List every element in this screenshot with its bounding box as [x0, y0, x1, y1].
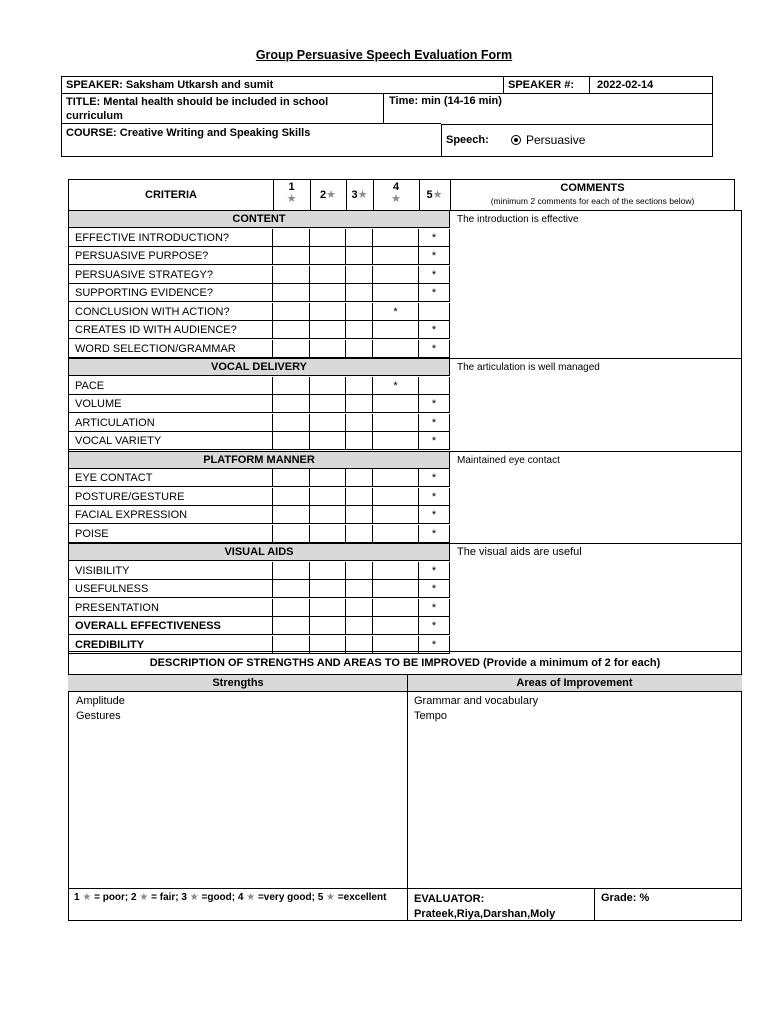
- evaluator-value: Prateek,Riya,Darshan,Moly: [414, 908, 556, 920]
- star-icon: ★: [432, 189, 443, 201]
- score-cell-3[interactable]: [346, 432, 373, 450]
- legend-text: = poor; 2: [91, 892, 140, 903]
- speaker-label: SPEAKER:: [66, 79, 123, 91]
- score-cell-4[interactable]: [373, 488, 419, 506]
- criteria-label: CREDIBILITY: [69, 636, 273, 654]
- score-cell-1[interactable]: [273, 303, 310, 321]
- score-cell-1[interactable]: [273, 247, 310, 265]
- criteria-row: [69, 340, 450, 358]
- section-header: VISUAL AIDS: [69, 543, 450, 561]
- score-cell-3[interactable]: [346, 284, 373, 302]
- legend-text: = fair; 3: [148, 892, 190, 903]
- criteria-label: FACIAL EXPRESSION: [69, 506, 273, 524]
- criteria-label: POISE: [69, 525, 273, 543]
- score-number: 1: [288, 181, 295, 193]
- speech-type-label: Persuasive: [526, 133, 586, 147]
- criteria-header: CRITERIA: [145, 189, 197, 201]
- score-cell-1[interactable]: [273, 414, 310, 432]
- title-value-continued: curriculum: [66, 110, 123, 122]
- score-header-1: [273, 181, 310, 205]
- score-cell-3[interactable]: [346, 266, 373, 284]
- criteria-row: [69, 599, 450, 617]
- speech-label: Speech:: [446, 134, 489, 146]
- score-cell-1[interactable]: [273, 321, 310, 339]
- criteria-row: [69, 617, 450, 635]
- score-cell-2[interactable]: [310, 525, 346, 543]
- comments-subheader: (minimum 2 comments for each of the sections below): [490, 196, 695, 206]
- score-cell-5[interactable]: *: [419, 414, 450, 432]
- score-cell-4[interactable]: *: [373, 377, 419, 395]
- score-cell-2[interactable]: [310, 247, 346, 265]
- score-cell-1[interactable]: [273, 340, 310, 358]
- strengths-list: [76, 694, 125, 724]
- score-cell-2[interactable]: [310, 284, 346, 302]
- score-cell-4[interactable]: *: [373, 303, 419, 321]
- score-header-4: [373, 181, 419, 205]
- list-item: Grammar and vocabulary: [414, 695, 539, 707]
- criteria-label: VISIBILITY: [69, 562, 273, 580]
- section-header: VOCAL DELIVERY: [69, 358, 450, 376]
- legend-text: =very good; 5: [255, 892, 327, 903]
- criteria-row: [69, 414, 450, 432]
- score-cell-1[interactable]: [273, 395, 310, 413]
- score-cell-5[interactable]: [419, 377, 450, 395]
- score-cell-5[interactable]: *: [419, 432, 450, 450]
- score-cell-3[interactable]: [346, 395, 373, 413]
- score-header-2: [310, 189, 346, 201]
- criteria-label: PERSUASIVE PURPOSE?: [69, 247, 273, 265]
- evaluator-label: EVALUATOR:: [414, 893, 485, 905]
- criteria-label: USEFULNESS: [69, 580, 273, 598]
- criteria-row: [69, 562, 450, 580]
- score-cell-2[interactable]: [310, 303, 346, 321]
- description-title: DESCRIPTION OF STRENGTHS AND AREAS TO BE IMPROVED: [149, 657, 480, 669]
- score-cell-2[interactable]: [310, 469, 346, 487]
- section-comment[interactable]: The introduction is effective: [457, 214, 579, 225]
- grade-field: [601, 892, 649, 904]
- score-cell-2[interactable]: [310, 599, 346, 617]
- score-cell-5[interactable]: *: [419, 284, 450, 302]
- time-label: Time:: [389, 95, 419, 107]
- score-header-5: [419, 189, 450, 201]
- score-cell-4[interactable]: [373, 284, 419, 302]
- star-icon: ★: [357, 189, 368, 201]
- star-icon: ★: [189, 892, 199, 903]
- score-cell-4[interactable]: [373, 414, 419, 432]
- score-cell-1[interactable]: [273, 432, 310, 450]
- score-cell-1[interactable]: [273, 469, 310, 487]
- grade-label: Grade:: [601, 892, 637, 904]
- section-header: PLATFORM MANNER: [69, 451, 450, 469]
- title-label: TITLE:: [66, 96, 101, 108]
- score-cell-5[interactable]: *: [419, 562, 450, 580]
- score-cell-4[interactable]: [373, 525, 419, 543]
- score-cell-5[interactable]: *: [419, 636, 450, 654]
- score-cell-1[interactable]: [273, 617, 310, 635]
- score-cell-3[interactable]: [346, 247, 373, 265]
- star-icon: ★: [139, 892, 149, 903]
- score-cell-4[interactable]: [373, 321, 419, 339]
- score-cell-1[interactable]: [273, 488, 310, 506]
- section-comment[interactable]: Maintained eye contact: [457, 455, 560, 466]
- score-cell-3[interactable]: [346, 580, 373, 598]
- criteria-row: [69, 303, 450, 321]
- score-cell-5[interactable]: *: [419, 340, 450, 358]
- criteria-row: [69, 506, 450, 524]
- score-cell-3[interactable]: [346, 469, 373, 487]
- score-cell-2[interactable]: [310, 580, 346, 598]
- score-cell-2[interactable]: [310, 414, 346, 432]
- legend-text: 1: [74, 892, 83, 903]
- criteria-row: [69, 488, 450, 506]
- score-cell-2[interactable]: [310, 488, 346, 506]
- score-cell-5[interactable]: *: [419, 488, 450, 506]
- criteria-label: POSTURE/GESTURE: [69, 488, 273, 506]
- section-comment[interactable]: The articulation is well managed: [457, 362, 600, 373]
- time-field: [389, 95, 502, 107]
- score-cell-5[interactable]: *: [419, 599, 450, 617]
- score-number: 5: [426, 189, 433, 201]
- score-cell-2[interactable]: [310, 506, 346, 524]
- criteria-label: PRESENTATION: [69, 599, 273, 617]
- time-value: min (14-16 min): [421, 95, 502, 107]
- score-cell-3[interactable]: [346, 617, 373, 635]
- comments-header: COMMENTS: [560, 182, 625, 194]
- list-item: Tempo: [414, 710, 448, 722]
- score-cell-3[interactable]: [346, 303, 373, 321]
- score-cell-4[interactable]: [373, 395, 419, 413]
- speaker-number-value: 2022-02-14: [597, 79, 654, 91]
- criteria-label: CREATES ID WITH AUDIENCE?: [69, 321, 273, 339]
- speaker-value: Saksham Utkarsh and sumit: [125, 79, 274, 91]
- score-cell-5[interactable]: *: [419, 506, 450, 524]
- score-cell-4[interactable]: [373, 340, 419, 358]
- criteria-label: VOCAL VARIETY: [69, 432, 273, 450]
- criteria-label: EYE CONTACT: [69, 469, 273, 487]
- criteria-row: [69, 525, 450, 543]
- score-cell-4[interactable]: [373, 266, 419, 284]
- strengths-header: Strengths: [212, 677, 264, 689]
- score-cell-3[interactable]: [346, 562, 373, 580]
- score-cell-4[interactable]: [373, 432, 419, 450]
- improvement-header: Areas of Improvement: [516, 677, 633, 689]
- star-icon: ★: [326, 189, 336, 201]
- title-field: [66, 95, 381, 123]
- criteria-label: CONCLUSION WITH ACTION?: [69, 303, 273, 321]
- score-cell-1[interactable]: [273, 284, 310, 302]
- section-comment[interactable]: The visual aids are useful: [457, 546, 582, 558]
- star-icon: ★: [326, 892, 336, 903]
- criteria-row: [69, 266, 450, 284]
- score-cell-2[interactable]: [310, 340, 346, 358]
- rating-legend: [74, 892, 386, 903]
- star-icon: ★: [82, 892, 92, 903]
- score-cell-5[interactable]: *: [419, 580, 450, 598]
- score-cell-3[interactable]: [346, 321, 373, 339]
- score-cell-5[interactable]: *: [419, 617, 450, 635]
- evaluator-field: [414, 892, 555, 922]
- speaker-field: [66, 79, 273, 91]
- course-field: [66, 127, 310, 139]
- score-cell-2[interactable]: [310, 377, 346, 395]
- form-title: Group Persuasive Speech Evaluation Form: [255, 48, 513, 62]
- legend-text: =good; 4: [198, 892, 247, 903]
- score-cell-4[interactable]: [373, 562, 419, 580]
- score-cell-5[interactable]: *: [419, 395, 450, 413]
- grade-value: %: [639, 892, 650, 904]
- legend-text: =excellent: [335, 892, 387, 903]
- list-item: Amplitude: [76, 695, 125, 707]
- criteria-row: [69, 284, 450, 302]
- speech-type-radio[interactable]: [511, 133, 585, 147]
- score-cell-5[interactable]: [419, 303, 450, 321]
- score-cell-2[interactable]: [310, 321, 346, 339]
- score-number: 3: [351, 189, 358, 201]
- score-cell-5[interactable]: *: [419, 266, 450, 284]
- criteria-label: ARTICULATION: [69, 414, 273, 432]
- criteria-row: [69, 432, 450, 450]
- radio-selected-icon[interactable]: [511, 135, 521, 145]
- score-cell-1[interactable]: [273, 377, 310, 395]
- score-cell-3[interactable]: [346, 506, 373, 524]
- speaker-number-label: SPEAKER #:: [508, 79, 575, 91]
- score-number: 2: [320, 189, 327, 201]
- criteria-row: [69, 247, 450, 265]
- score-cell-2[interactable]: [310, 432, 346, 450]
- criteria-label: VOLUME: [69, 395, 273, 413]
- score-cell-5[interactable]: *: [419, 247, 450, 265]
- list-item: Gestures: [76, 710, 121, 722]
- criteria-label: PACE: [69, 377, 273, 395]
- criteria-row: [69, 580, 450, 598]
- score-cell-3[interactable]: [346, 414, 373, 432]
- score-cell-4[interactable]: [373, 247, 419, 265]
- score-cell-1[interactable]: [273, 580, 310, 598]
- description-note: (Provide a minimum of 2 for each): [483, 657, 661, 669]
- star-icon: ★: [391, 193, 401, 205]
- criteria-label: SUPPORTING EVIDENCE?: [69, 284, 273, 302]
- score-cell-5[interactable]: *: [419, 525, 450, 543]
- score-cell-1[interactable]: [273, 229, 310, 247]
- star-icon: ★: [246, 892, 256, 903]
- score-cell-1[interactable]: [273, 562, 310, 580]
- score-cell-2[interactable]: [310, 266, 346, 284]
- score-number: 4: [392, 181, 400, 193]
- course-label: COURSE:: [66, 127, 117, 139]
- section-header: CONTENT: [69, 210, 450, 228]
- score-cell-3[interactable]: [346, 340, 373, 358]
- criteria-row: [69, 395, 450, 413]
- score-cell-4[interactable]: [373, 599, 419, 617]
- criteria-row: [69, 377, 450, 395]
- score-cell-4[interactable]: [373, 580, 419, 598]
- score-cell-5[interactable]: *: [419, 469, 450, 487]
- score-cell-2[interactable]: [310, 395, 346, 413]
- criteria-row: [69, 229, 450, 247]
- score-cell-5[interactable]: *: [419, 321, 450, 339]
- score-header-3: [346, 189, 373, 201]
- score-cell-1[interactable]: [273, 266, 310, 284]
- score-cell-2[interactable]: [310, 617, 346, 635]
- criteria-row: [69, 469, 450, 487]
- score-cell-4[interactable]: [373, 229, 419, 247]
- score-cell-1[interactable]: [273, 506, 310, 524]
- criteria-label: PERSUASIVE STRATEGY?: [69, 266, 273, 284]
- score-cell-3[interactable]: [346, 599, 373, 617]
- course-value: Creative Writing and Speaking Skills: [119, 127, 311, 139]
- criteria-label: WORD SELECTION/GRAMMAR: [69, 340, 273, 358]
- score-cell-4[interactable]: [373, 506, 419, 524]
- criteria-label: OVERALL EFFECTIVENESS: [69, 617, 273, 635]
- improvements-list: [414, 694, 538, 724]
- star-icon: ★: [286, 193, 297, 205]
- title-value: Mental health should be included in school: [103, 96, 329, 108]
- score-cell-3[interactable]: [346, 377, 373, 395]
- score-cell-1[interactable]: [273, 599, 310, 617]
- score-cell-5[interactable]: *: [419, 229, 450, 247]
- score-cell-4[interactable]: [373, 617, 419, 635]
- criteria-row: [69, 321, 450, 339]
- score-cell-4[interactable]: [373, 469, 419, 487]
- criteria-label: EFFECTIVE INTRODUCTION?: [69, 229, 273, 247]
- score-cell-3[interactable]: [346, 488, 373, 506]
- score-cell-3[interactable]: [346, 525, 373, 543]
- score-cell-2[interactable]: [310, 562, 346, 580]
- score-cell-1[interactable]: [273, 525, 310, 543]
- score-cell-2[interactable]: [310, 229, 346, 247]
- score-cell-3[interactable]: [346, 229, 373, 247]
- description-heading: [68, 657, 742, 669]
